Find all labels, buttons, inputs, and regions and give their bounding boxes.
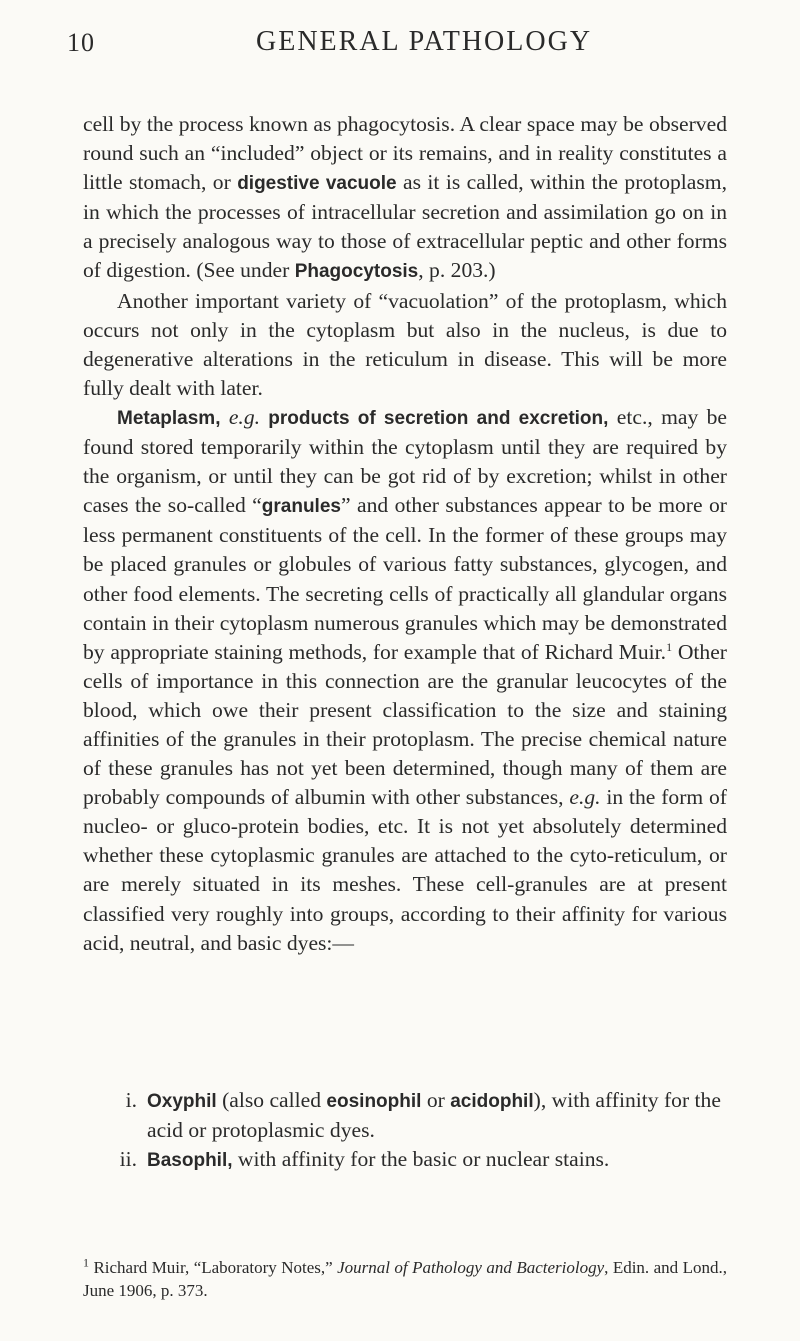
journal-title: Journal of Pathology and Bacteriology (337, 1258, 605, 1277)
list-item-text (147, 1145, 727, 1175)
term-basophil: Basophil, (147, 1150, 233, 1172)
term-phagocytosis: Phagocytosis (294, 261, 419, 283)
term-digestive-vacuole: digestive vacuole (237, 173, 397, 195)
page-header (0, 18, 800, 68)
text-run: with affinity for the basic or nuclear stains. (232, 1147, 610, 1172)
text-run: as it is called, within the protoplasm, in which the processes of intracellular secretion and assimilation go on in a precisely analogous way to those of extracellular peptic and other forms of digestion. (See under (83, 170, 727, 283)
running-title: GENERAL PATHOLOGY (256, 26, 593, 57)
footnote-number: 1 (83, 1255, 89, 1270)
list-item-number: ii. (119, 1147, 137, 1172)
term-eosinophil: eosinophil (326, 1091, 422, 1112)
granule-list (113, 1086, 727, 1175)
text-run: etc., may be found stored temporarily within the cytoplasm until they are required by the organism, or until they can be got rid of by excretion; whilst in other cases the so-called “ (83, 404, 727, 518)
list-item-number: i. (125, 1088, 137, 1112)
text-run: in the form of nucleo- or gluco-protein bodies, etc. It is not yet absolutely determined whether these cytoplasmic granules are attached to the cyto-reticulum, or are merely situated in its meshes. These cell-granules are at present classified very roughly into groups, according to their affinity for various acid, neutral, and basic dyes:— (83, 785, 728, 955)
term-metaplasm: Metaplasm, (117, 407, 221, 429)
footnote-reference[interactable]: 1 (666, 639, 673, 654)
text-run: Richard Muir, “Laboratory Notes,” (89, 1258, 338, 1277)
list-item (113, 1145, 727, 1175)
text-run: Other cells of importance in this connection are the granular leucocytes of the blood, which owe their present classification to the size and staining affinities of the granules in their protoplasm. The precise chemical nature of these granules has not yet been determined, though many of them are probably compounds of albumin with other substances, (83, 639, 727, 810)
page-number: 10 (67, 28, 95, 57)
text-run: ), with affinity for the acid or protoplasmic dyes. (147, 1088, 721, 1143)
text-run: , p. 203.) (418, 258, 496, 283)
term-products: products of secretion and excretion, (260, 407, 609, 429)
list-item (113, 1086, 727, 1145)
paragraph-3 (83, 403, 727, 958)
term-oxyphil: Oxyphil (147, 1091, 217, 1112)
text-run: or (421, 1088, 451, 1112)
list-item-text (147, 1086, 727, 1145)
paragraph-2: Another important variety of “vacuolation” of the protoplasm, which occurs not only in the cytoplasm but also in the nucleus, is due to degenerative alterations in the reticulum in disease. This will be more fully dealt with later. (83, 288, 727, 400)
text-run: , Edin. and Lond., June 1906, p. 373. (83, 1258, 727, 1300)
term-acidophil: acidophil (450, 1091, 534, 1112)
italic-eg: e.g. (228, 404, 261, 429)
text-run: cell by the process known as phagocytosis. A clear space may be observed round such an “included” object or its remains, and in reality constitutes a little stomach, or (83, 112, 727, 195)
paragraph-1 (83, 110, 727, 287)
footnote (83, 1257, 727, 1302)
text-run: ” and other substances appear to be more or less permanent constituents of the cell. In the former of these groups may be placed granules or globules of various fatty substances, glycogen, and other food elements. The secreting cells of practically all glandular organs contain in their cytoplasm numerous granules which may be demonstrated by appropriate staining methods, for example that of Richard Muir. (83, 493, 727, 664)
text-run: (also called (216, 1088, 327, 1112)
term-granules: granules (261, 496, 341, 518)
italic-eg: e.g. (569, 785, 601, 810)
text-run (220, 405, 228, 429)
body-text (83, 110, 727, 958)
